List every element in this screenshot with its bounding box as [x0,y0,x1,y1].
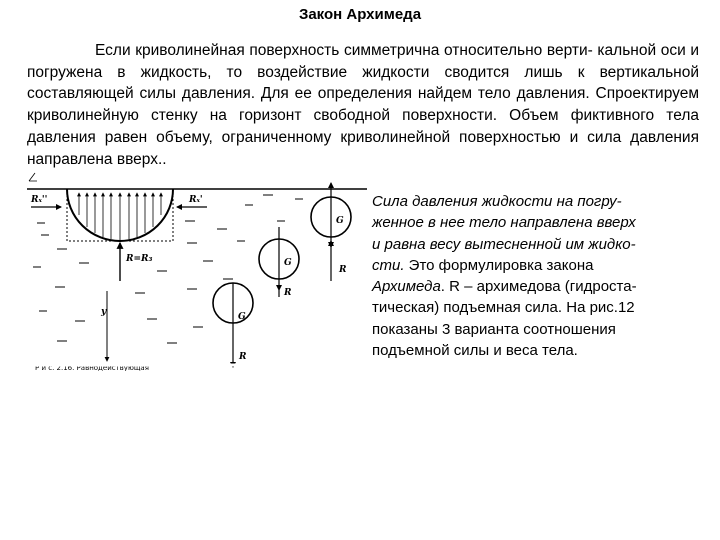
side-paragraph [372,191,702,361]
paragraph-line-4: давления. Спроектируем криволинейную стенку на горизонт свободной [27,85,699,125]
paragraph-line-6: криволинейной поверхностью и сила давления направлена вверх.. [27,128,699,168]
sphere2-r-label: R [284,288,292,298]
side-line-7: показаны 3 варианта соотношения [372,320,616,338]
y-axis-label: y [101,307,107,317]
side-line-8: подъемной силы и веса тела. [372,342,578,360]
sphere3-g-label: G [238,312,246,322]
archimedes-diagram [27,171,367,371]
side-line-5a: Архимеда [372,278,441,296]
sphere1-r-label: R [339,265,347,275]
paragraph-line-5: поверхности. Объем фиктивного тела давления равен объему, ограниченному [27,107,699,146]
paragraph-line-1: Если криволинейная поверхность симметрична относительно верти- [95,42,593,59]
side-line-3: и равна весу вытесненной им жидко- [372,235,636,253]
sphere2-g-label: G [284,258,292,268]
side-line-5b: . R – архимедова (гидроста- [440,278,637,296]
side-line-6: тическая) подъемная сила. На рис.12 [372,299,635,317]
sphere3-r-label: R [239,352,247,362]
side-line-4a: сти. [372,256,405,274]
page-title: Закон Архимеда [298,6,422,23]
archimedes-figure [27,171,367,371]
sphere2-down-arrowhead [276,285,282,291]
corner-mark [29,173,37,181]
main-paragraph [27,40,699,170]
paragraph-line-2: кальной оси и погружена в жидкость, то воздействие жидкости сводится лишь к [27,42,700,81]
resultant-label: R=R₃ [126,254,153,264]
side-line-1: Сила давления жидкости на погру- [372,193,622,210]
sphere1-g-label: G [336,216,344,226]
rx-right-label: Rₓ' [189,195,203,205]
rx-left-label: Rₓ'' [31,195,48,205]
figure-caption-fragment: Р и с. 2.16. Равнодействующая [35,364,149,371]
side-line-2: женное в нее тело направлена вверх [372,214,636,232]
paragraph-line-3: вертикальной составляющей силы давления. Для ее определения найдем тело [27,63,699,103]
side-line-4b: Это формулировка закона [404,256,594,274]
